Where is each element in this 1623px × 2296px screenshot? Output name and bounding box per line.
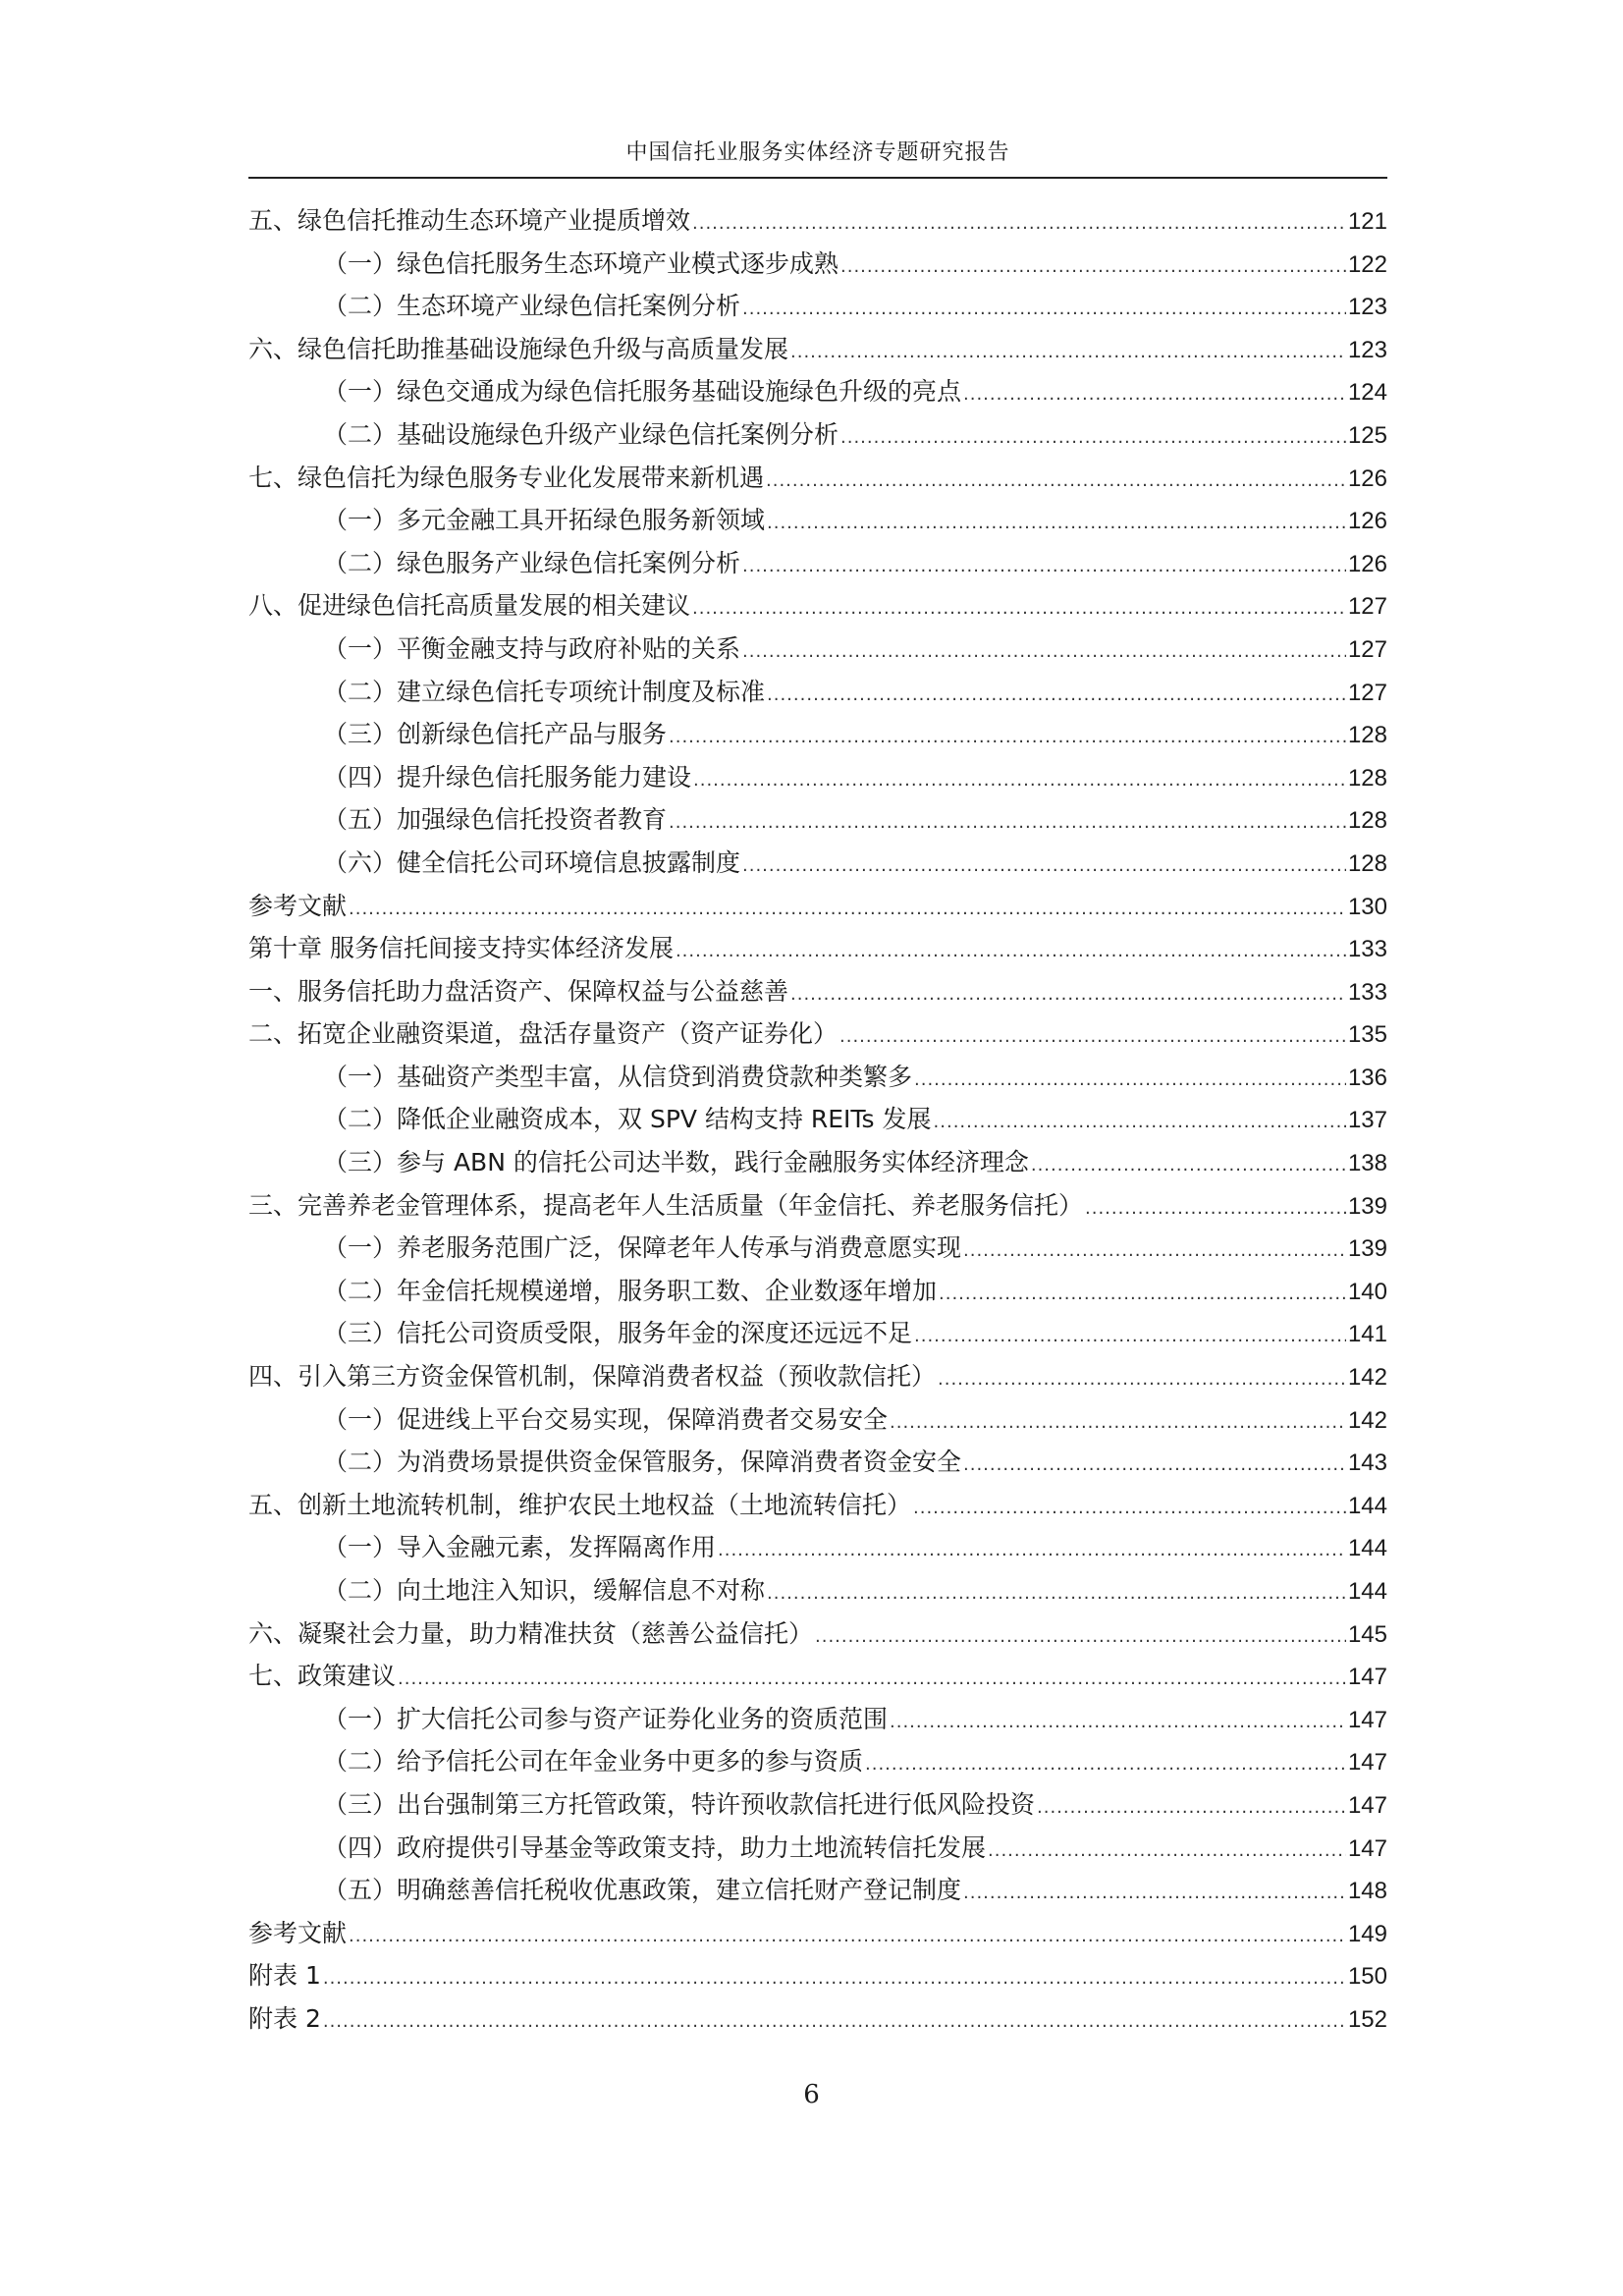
toc-entry-title: 七、绿色信托为绿色服务专业化发展带来新机遇 [248,463,765,492]
toc-entry[interactable] [248,542,1387,585]
toc-entry[interactable] [248,1398,1387,1442]
toc-entry-title: （一）促进线上平台交易实现，保障消费者交易安全 [323,1404,889,1434]
toc-entry-title: 附表 2 [248,2003,321,2033]
toc-entry-page: 128 [1347,807,1387,835]
toc-entry-page: 128 [1347,764,1387,792]
toc-dot-leader [742,845,1346,888]
toc-entry[interactable] [248,457,1387,500]
toc-entry[interactable] [248,328,1387,371]
toc-entry-title: （二）生态环境产业绿色信托案例分析 [323,292,741,321]
toc-dot-leader [840,416,1346,460]
toc-entry-page: 123 [1347,294,1387,321]
toc-entry-title: 一、服务信托助力盘活资产、保障权益与公益慈善 [248,976,789,1006]
toc-dot-leader [1037,1786,1346,1830]
toc-entry[interactable] [248,370,1387,413]
toc-entry[interactable] [248,1997,1387,2041]
toc-entry[interactable] [248,798,1387,842]
toc-entry-page: 139 [1347,1192,1387,1220]
toc-entry-page: 140 [1347,1278,1387,1305]
toc-entry-page: 147 [1347,1706,1387,1733]
toc-entry-page: 126 [1347,550,1387,577]
toc-entry-title: （二）绿色服务产业绿色信托案例分析 [323,548,741,577]
toc-entry-title: （三）创新绿色信托产品与服务 [323,720,668,749]
toc-entry-title: （二）基础设施绿色升级产业绿色信托案例分析 [323,419,839,449]
toc-entry-title: （二）给予信托公司在年金业务中更多的参与资质 [323,1747,864,1777]
toc-dot-leader [963,373,1346,416]
toc-entry-page: 144 [1347,1578,1387,1605]
toc-entry[interactable] [248,1954,1387,1997]
toc-entry-page: 133 [1347,936,1387,963]
toc-dot-leader [913,1487,1346,1530]
toc-entry-page: 124 [1347,379,1387,407]
toc-dot-leader [934,1101,1346,1144]
toc-entry-title: （四）提升绿色信托服务能力建设 [323,762,692,792]
toc-dot-leader [767,674,1346,717]
toc-entry-title: 八、促进绿色信托高质量发展的相关建议 [248,591,691,621]
toc-dot-leader [914,1059,1346,1102]
toc-entry[interactable] [248,671,1387,714]
toc-dot-leader [963,1230,1346,1273]
table-of-contents [248,199,1387,2041]
toc-entry-page: 144 [1347,1535,1387,1562]
toc-dot-leader [669,716,1346,759]
toc-entry-title: （一）绿色信托服务生态环境产业模式逐步成熟 [323,248,839,278]
toc-entry-page: 126 [1347,465,1387,492]
toc-entry-title: 第十章 服务信托间接支持实体经济发展 [248,934,674,963]
toc-dot-leader [963,1444,1346,1487]
toc-entry[interactable] [248,499,1387,542]
toc-dot-leader [890,1401,1346,1445]
toc-entry-title: 七、政策建议 [248,1662,397,1691]
toc-entry-title: 三、完善养老金管理体系，提高老年人生活质量（年金信托、养老服务信托） [248,1190,1084,1220]
toc-entry-title: （二）向土地注入知识，缓解信息不对称 [323,1576,766,1605]
toc-entry[interactable] [248,1613,1387,1656]
toc-entry-page: 122 [1347,250,1387,278]
toc-entry-page: 147 [1347,1664,1387,1691]
toc-entry-page: 150 [1347,1963,1387,1991]
toc-dot-leader [840,246,1346,289]
toc-entry-page: 152 [1347,2005,1387,2033]
toc-entry-title: （一）养老服务范围广泛，保障老年人传承与消费意愿实现 [323,1233,962,1263]
toc-entry[interactable] [248,1056,1387,1099]
toc-entry-page: 143 [1347,1449,1387,1477]
toc-entry[interactable] [248,1098,1387,1141]
toc-entry-page: 147 [1347,1791,1387,1819]
toc-entry-page: 130 [1347,893,1387,920]
toc-entry[interactable] [248,1270,1387,1313]
toc-entry[interactable] [248,1912,1387,1955]
toc-entry-title: （二）为消费场景提供资金保管服务，保障消费者资金安全 [323,1448,962,1477]
toc-entry-page: 142 [1347,1364,1387,1392]
toc-entry-title: （六）健全信托公司环境信息披露制度 [323,847,741,877]
toc-dot-leader [767,1572,1346,1615]
toc-entry-page: 135 [1347,1021,1387,1049]
toc-entry[interactable] [248,1827,1387,1870]
toc-entry[interactable] [248,1569,1387,1613]
toc-entry-page: 128 [1347,849,1387,877]
toc-dot-leader [865,1743,1346,1786]
toc-entry[interactable] [248,713,1387,756]
toc-entry-page: 145 [1347,1620,1387,1648]
toc-entry-title: （三）信托公司资质受限，服务年金的深度还远远不足 [323,1319,913,1348]
toc-entry-page: 133 [1347,978,1387,1006]
toc-entry[interactable] [248,1227,1387,1270]
toc-entry-title: （一）多元金融工具开拓绿色服务新领域 [323,506,766,535]
toc-entry-page: 147 [1347,1834,1387,1862]
toc-entry[interactable] [248,199,1387,243]
toc-entry-title: （二）年金信托规模递增，服务职工数、企业数逐年增加 [323,1276,938,1305]
toc-entry-page: 138 [1347,1150,1387,1177]
toc-entry-title: 五、绿色信托推动生态环境产业提质增效 [248,206,691,235]
toc-dot-leader [1031,1144,1346,1187]
toc-entry[interactable] [248,756,1387,799]
toc-entry[interactable] [248,1355,1387,1398]
toc-entry-title: （三）参与 ABN 的信托公司达半数，践行金融服务实体经济理念 [323,1148,1029,1177]
toc-dot-leader [988,1830,1346,1873]
toc-entry-page: 127 [1347,593,1387,621]
toc-entry-page: 127 [1347,679,1387,706]
toc-entry-title: （三）出台强制第三方托管政策，特许预收款信托进行低风险投资 [323,1789,1036,1819]
header-divider [248,177,1387,179]
toc-entry-page: 142 [1347,1406,1387,1434]
toc-entry-title: （四）政府提供引导基金等政策支持，助力土地流转信托发展 [323,1832,987,1862]
toc-dot-leader [767,502,1346,545]
toc-entry[interactable] [248,1698,1387,1741]
toc-dot-leader [766,460,1346,503]
toc-entry-page: 127 [1347,635,1387,663]
toc-entry-page: 123 [1347,336,1387,363]
toc-entry[interactable] [248,1141,1387,1184]
toc-entry-page: 149 [1347,1920,1387,1947]
toc-entry-title: 参考文献 [248,891,348,920]
toc-dot-leader [398,1658,1346,1701]
toc-dot-leader [676,930,1346,973]
toc-entry-page: 126 [1347,508,1387,535]
page-number: 6 [803,2080,820,2109]
toc-entry-title: 六、绿色信托助推基础设施绿色升级与高质量发展 [248,334,789,363]
toc-entry-page: 136 [1347,1064,1387,1091]
toc-entry[interactable] [248,885,1387,928]
toc-dot-leader [914,1315,1346,1358]
toc-dot-leader [839,1015,1346,1059]
toc-entry-title: （五）明确慈善信托税收优惠政策，建立信托财产登记制度 [323,1876,962,1905]
toc-entry-title: （一）扩大信托公司参与资产证券化业务的资质范围 [323,1704,889,1733]
toc-entry-page: 147 [1347,1749,1387,1777]
toc-dot-leader [938,1358,1346,1401]
toc-entry[interactable] [248,1312,1387,1355]
toc-entry[interactable] [248,1484,1387,1527]
toc-dot-leader [890,1701,1346,1744]
toc-entry-title: （五）加强绿色信托投资者教育 [323,805,668,835]
toc-entry-title: （一）平衡金融支持与政府补贴的关系 [323,633,741,663]
toc-dot-leader [963,1872,1346,1915]
toc-entry[interactable] [248,842,1387,885]
toc-entry[interactable] [248,584,1387,628]
toc-dot-leader [692,202,1346,246]
toc-entry-title: 六、凝聚社会力量，助力精准扶贫（慈善公益信托） [248,1618,814,1648]
toc-entry-title: 五、创新土地流转机制，维护农民土地权益（土地流转信托） [248,1490,912,1519]
toc-entry[interactable] [248,1740,1387,1783]
toc-entry-title: （一）导入金融元素，发挥隔离作用 [323,1533,717,1562]
toc-dot-leader [790,331,1346,374]
toc-entry[interactable] [248,413,1387,457]
toc-entry[interactable] [248,628,1387,671]
page-header-title: 中国信托业服务实体经济专题研究报告 [625,140,1010,165]
toc-entry[interactable] [248,1783,1387,1827]
toc-entry[interactable] [248,285,1387,328]
toc-entry[interactable] [248,970,1387,1013]
toc-entry[interactable] [248,1441,1387,1484]
toc-entry[interactable] [248,927,1387,970]
toc-entry-page: 125 [1347,421,1387,449]
toc-dot-leader [742,630,1346,674]
toc-entry[interactable] [248,1869,1387,1912]
toc-entry[interactable] [248,1184,1387,1228]
toc-entry-page: 144 [1347,1492,1387,1519]
toc-dot-leader [742,288,1346,331]
toc-dot-leader [1085,1187,1346,1230]
toc-entry-title: 附表 1 [248,1961,321,1991]
toc-entry[interactable] [248,243,1387,286]
toc-dot-leader [815,1615,1346,1659]
toc-dot-leader [742,545,1346,588]
toc-dot-leader [790,973,1346,1016]
toc-entry[interactable] [248,1526,1387,1569]
toc-entry-page: 128 [1347,722,1387,749]
toc-entry-page: 141 [1347,1321,1387,1348]
toc-dot-leader [692,587,1346,630]
toc-entry[interactable] [248,1655,1387,1698]
toc-dot-leader [669,801,1346,845]
toc-dot-leader [693,759,1346,802]
toc-entry-page: 139 [1347,1235,1387,1263]
toc-entry-title: 四、引入第三方资金保管机制，保障消费者权益（预收款信托） [248,1362,937,1392]
toc-entry-title: （二）建立绿色信托专项统计制度及标准 [323,677,766,706]
toc-entry[interactable] [248,1012,1387,1056]
toc-entry-page: 121 [1347,208,1387,235]
toc-entry-title: （一）基础资产类型丰富，从信贷到消费贷款种类繁多 [323,1062,913,1091]
toc-dot-leader [349,888,1346,931]
toc-dot-leader [939,1273,1346,1316]
toc-entry-title: （一）绿色交通成为绿色信托服务基础设施绿色升级的亮点 [323,377,962,407]
toc-entry-page: 148 [1347,1878,1387,1905]
toc-dot-leader [349,1915,1346,1958]
toc-entry-title: （二）降低企业融资成本，双 SPV 结构支持 REITs 发展 [323,1105,932,1134]
toc-entry-page: 137 [1347,1107,1387,1134]
toc-dot-leader [323,1957,1346,2000]
toc-dot-leader [323,2000,1346,2044]
toc-entry-title: 参考文献 [248,1918,348,1947]
toc-dot-leader [718,1529,1346,1572]
toc-entry-title: 二、拓宽企业融资渠道，盘活存量资产（资产证券化） [248,1019,839,1049]
